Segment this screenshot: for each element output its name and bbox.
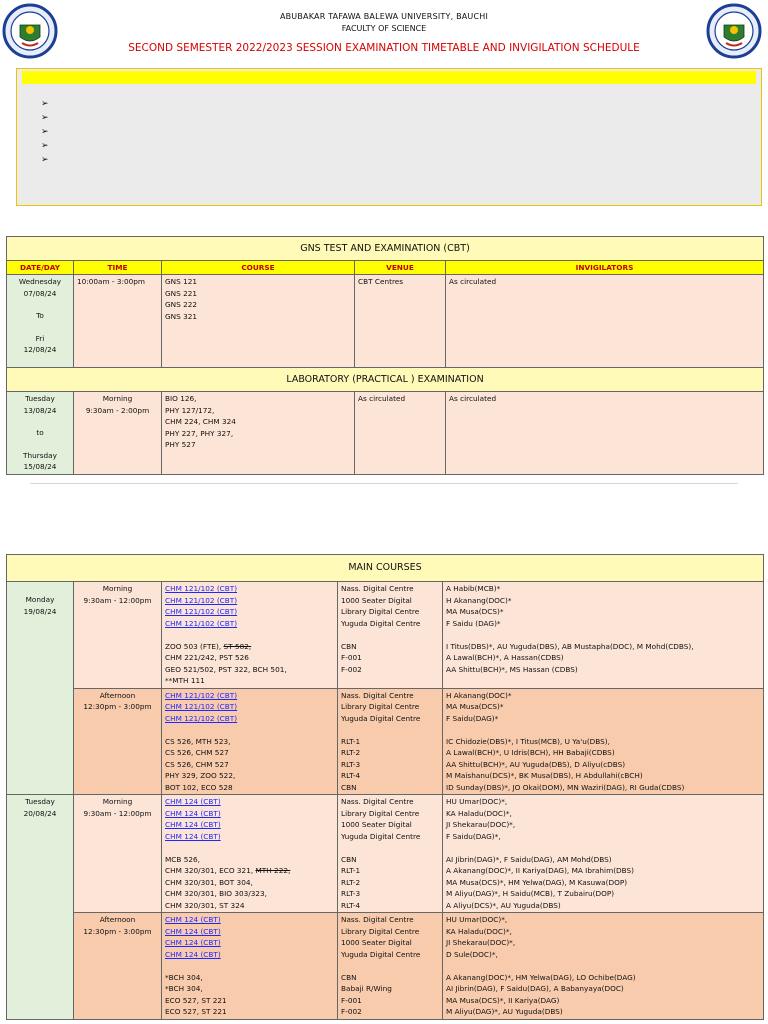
- venue-line: 1000 Seater Digital: [341, 595, 412, 605]
- time-line: Morning: [102, 584, 133, 593]
- venue-line: Yuguda Digital Centre: [341, 949, 421, 959]
- course-line: [165, 641, 334, 653]
- course-line: ECO 527, ST 221: [165, 1007, 227, 1016]
- main-section-title: MAIN COURSES: [7, 555, 764, 582]
- invigilator-line: I Titus(DBS)*, AU Yuguda(DBS), AB Mustapha(DOC), M Mohd(CDBS),: [446, 641, 694, 651]
- course-line: CHM 320/301, BIO 303/323,: [165, 889, 268, 898]
- invigilator-line: H Akanang(DOC)*: [446, 690, 512, 700]
- notice-bullet: ➢: [41, 113, 49, 123]
- invigilator-line: F Saidu (DAG)*: [446, 618, 501, 628]
- course-line: CHM 221/242, PST 526: [165, 653, 249, 662]
- course-text: CHM 320/301, ECO 321,: [165, 866, 254, 875]
- cbt-course: CHM 121/102 (CBT): [165, 584, 238, 593]
- course-line: BOT 102, ECO 528: [165, 782, 233, 792]
- course-line: MCB 526,: [165, 854, 200, 864]
- course-line: *BCH 304,: [165, 972, 203, 982]
- cbt-course: CHM 121/102 (CBT): [165, 702, 238, 711]
- venue-line: RLT-3: [341, 759, 361, 769]
- course-line: PHY 127/172,: [165, 405, 215, 415]
- course-line: CS 526, CHM 527: [165, 748, 229, 757]
- venue-line: RLT-2: [341, 877, 361, 887]
- cbt-course: CHM 124 (CBT): [165, 938, 221, 947]
- course-line: CHM 224, CHM 324: [165, 417, 236, 426]
- time-line: Afternoon: [99, 915, 136, 924]
- struck-course: ST 582,: [223, 641, 252, 651]
- cbt-course: CHM 121/102 (CBT): [165, 618, 238, 628]
- course-line: PHY 329, ZOO 522,: [165, 771, 236, 780]
- date-line: Tuesday: [25, 797, 55, 806]
- course-line: GNS 121: [165, 277, 197, 286]
- tuesday-morning-venues: [338, 795, 443, 913]
- monday-afternoon-venues: [338, 688, 443, 795]
- venue-line: CBN: [341, 782, 357, 792]
- cbt-course: CHM 124 (CBT): [165, 949, 221, 959]
- course-line: CHM 320/301, ST 324: [165, 900, 245, 910]
- invigilator-line: KA Haladu(DOC)*,: [446, 926, 512, 936]
- course-line: GNS 222: [165, 300, 197, 309]
- course-line: GNS 321: [165, 311, 197, 321]
- course-line: **MTH 111: [165, 676, 205, 685]
- cbt-course: CHM 124 (CBT): [165, 926, 221, 936]
- page-title: SECOND SEMESTER 2022/2023 SESSION EXAMINATION TIMETABLE AND INVIGILATION SCHEDULE: [128, 42, 640, 54]
- venue-line: Library Digital Centre: [341, 702, 420, 711]
- university-name: ABUBAKAR TAFAWA BALEWA UNIVERSITY, BAUCHI: [279, 12, 489, 21]
- invigilator-line: IC Chidozie(DBS)*, I Titus(MCB), U Ya'u(DBS),: [446, 736, 610, 746]
- venue-line: 1000 Seater Digital: [341, 820, 412, 829]
- venue-line: RLT-1: [341, 736, 361, 746]
- tuesday-afternoon-time: [74, 913, 162, 1020]
- column-header-date: DATE/DAY: [7, 261, 74, 275]
- course-line: GEO 521/502, PST 322, BCH 501,: [165, 664, 287, 674]
- gns-date-cell: [7, 275, 74, 368]
- date-line: to: [36, 428, 44, 437]
- cbt-course: CHM 121/102 (CBT): [165, 595, 238, 605]
- monday-morning-courses: [162, 582, 338, 689]
- date-line: 20/08/24: [23, 808, 57, 818]
- venue-line: Nass. Digital Centre: [341, 915, 414, 924]
- date-line: Tuesday: [25, 394, 55, 403]
- venue-line: F-002: [341, 664, 362, 674]
- course-line: [165, 865, 334, 877]
- venue-line: Nass. Digital Centre: [341, 690, 414, 700]
- invigilator-line: AA Shittu(BCH)*, MS Hassan (CDBS): [446, 664, 578, 674]
- date-line: 07/08/24: [23, 288, 57, 298]
- lab-time-cell: [74, 392, 162, 475]
- invigilator-line: D Sule(DOC)*,: [446, 949, 498, 959]
- tuesday-afternoon-venues: [338, 913, 443, 1020]
- notice-bullet: ➢: [41, 155, 49, 165]
- time-line: Afternoon: [99, 690, 136, 700]
- invigilator-line: M Aliyu(DAG)*, H Saidu(MCB), T Zubairu(DOP): [446, 889, 615, 898]
- venue-line: Library Digital Centre: [341, 607, 420, 616]
- gns-invigilators-cell: As circulated: [446, 275, 764, 368]
- venue-line: CBN: [341, 972, 357, 982]
- venue-line: Nass. Digital Centre: [341, 797, 414, 806]
- invigilator-line: AI Jibrin(DAG), F Saidu(DAG), A Babanyaya(DOC): [446, 984, 624, 993]
- venue-line: CBN: [341, 641, 357, 651]
- invigilator-line: HU Umar(DOC)*,: [446, 915, 508, 924]
- cbt-course: CHM 124 (CBT): [165, 831, 221, 841]
- invigilator-line: JI Shekarau(DOC)*,: [446, 820, 516, 829]
- invigilator-line: AA Shittu(BCH)*, AU Yuguda(DBS), D Aliyu(cDBS): [446, 759, 626, 769]
- course-line: CS 526, CHM 527: [165, 759, 229, 769]
- invigilator-line: ID Sunday(DBS)*, JO Okai(DOM), MN Waziri(DAG), RI Guda(CDBS): [446, 782, 685, 792]
- gns-time-cell: 10:00am - 3:00pm: [74, 275, 162, 368]
- tuesday-morning-invigilators: [443, 795, 764, 913]
- tuesday-morning-time: [74, 795, 162, 913]
- course-line: GNS 221: [165, 288, 197, 298]
- venue-line: RLT-3: [341, 889, 361, 898]
- invigilator-line: A Lawal(BCH)*, U Idris(BCH), HH Babaji(CDBS): [446, 748, 615, 757]
- lab-section-title: LABORATORY (PRACTICAL ) EXAMINATION: [7, 368, 764, 392]
- venue-line: Library Digital Centre: [341, 808, 420, 818]
- course-line: PHY 527: [165, 440, 196, 449]
- date-line: Fri: [35, 333, 45, 343]
- invigilator-line: MA Musa(DCS)*: [446, 607, 504, 616]
- venue-line: RLT-1: [341, 866, 361, 875]
- faculty-name: FACULTY OF SCIENCE: [341, 24, 427, 33]
- invigilator-line: KA Haladu(DOC)*,: [446, 808, 512, 818]
- venue-line: Babaji R/Wing: [341, 984, 392, 993]
- invigilator-line: MA Musa(DCS)*, HM Yelwa(DAG), M Kasuwa(DOP): [446, 877, 628, 887]
- monday-afternoon-courses: [162, 688, 338, 795]
- cbt-course: CHM 124 (CBT): [165, 797, 221, 806]
- cbt-course: CHM 121/102 (CBT): [165, 713, 238, 723]
- cbt-course: CHM 124 (CBT): [165, 915, 221, 924]
- monday-date-cell: [7, 582, 74, 795]
- monday-afternoon-time: [74, 688, 162, 795]
- date-line: 15/08/24: [23, 462, 57, 471]
- lab-venue-cell: As circulated: [355, 392, 446, 475]
- cbt-course: CHM 124 (CBT): [165, 820, 221, 829]
- lab-course-cell: [162, 392, 355, 475]
- venue-line: RLT-2: [341, 748, 361, 757]
- course-line: CS 526, MTH 523,: [165, 736, 231, 746]
- invigilator-line: A Lawal(BCH)*, A Hassan(CDBS): [446, 653, 564, 662]
- cbt-course: CHM 121/102 (CBT): [165, 607, 238, 616]
- time-line: 9:30am - 12:00pm: [83, 595, 152, 605]
- course-text: ZOO 503 (FTE),: [165, 641, 222, 651]
- venue-line: F-002: [341, 1007, 362, 1016]
- notice-bullet: ➢: [41, 99, 49, 109]
- page-divider: [30, 483, 738, 484]
- date-line: 13/08/24: [23, 405, 57, 415]
- notice-box: [16, 68, 762, 206]
- tuesday-morning-courses: [162, 795, 338, 913]
- time-line: Morning: [102, 797, 133, 806]
- monday-afternoon-invigilators: [443, 688, 764, 795]
- venue-line: Yuguda Digital Centre: [341, 831, 421, 841]
- invigilator-line: M Maishanu(DCS)*, BK Musa(DBS), H Abdullahi(cBCH): [446, 771, 643, 780]
- invigilator-line: A Habib(MCB)*: [446, 584, 501, 593]
- gns-lab-table: [6, 236, 764, 475]
- invigilator-line: JI Shekarau(DOC)*,: [446, 938, 516, 947]
- date-line: Monday: [25, 595, 55, 604]
- notice-bullet: ➢: [41, 141, 49, 151]
- cbt-course: CHM 121/102 (CBT): [165, 690, 238, 700]
- lab-date-cell: [7, 392, 74, 475]
- invigilator-line: A Akanang(DOC)*, HM Yelwa(DAG), LO Ochibe(DAG): [446, 972, 636, 982]
- date-line: 19/08/24: [23, 606, 57, 616]
- course-line: *BCH 304,: [165, 984, 203, 993]
- venue-line: Library Digital Centre: [341, 926, 420, 936]
- invigilator-line: A Akanang(DOC)*, II Kariya(DAG), MA Ibrahim(DBS): [446, 866, 635, 875]
- time-line: 9:30am - 2:00pm: [85, 405, 150, 415]
- venue-line: Yuguda Digital Centre: [341, 713, 421, 723]
- column-header-time: TIME: [74, 261, 162, 275]
- cbt-course: CHM 124 (CBT): [165, 808, 221, 818]
- course-line: BIO 126,: [165, 394, 197, 403]
- invigilator-line: M Aliyu(DAG)*, AU Yuguda(DBS): [446, 1007, 563, 1016]
- main-courses-table: [6, 554, 764, 1020]
- time-line: 9:30am - 12:00pm: [83, 808, 152, 818]
- column-header-course: COURSE: [162, 261, 355, 275]
- venue-line: Yuguda Digital Centre: [341, 618, 421, 628]
- monday-morning-venues: [338, 582, 443, 689]
- lab-invigilators-cell: As circulated: [446, 392, 764, 475]
- invigilator-line: HU Umar(DOC)*,: [446, 797, 508, 806]
- tuesday-afternoon-invigilators: [443, 913, 764, 1020]
- course-line: PHY 227, PHY 327,: [165, 428, 234, 438]
- venue-line: F-001: [341, 653, 362, 662]
- time-line: 12:30pm - 3:00pm: [83, 702, 152, 711]
- date-line: 12/08/24: [23, 345, 57, 354]
- invigilator-line: MA Musa(DCS)*: [446, 702, 504, 711]
- date-line: Thursday: [23, 450, 57, 460]
- date-line: Wednesday: [18, 277, 62, 286]
- notice-bullet: ➢: [41, 127, 49, 137]
- invigilator-line: A Aliyu(DCS)*, AU Yuguda(DBS): [446, 900, 561, 910]
- venue-line: RLT-4: [341, 771, 361, 780]
- course-line: ECO 527, ST 221: [165, 995, 227, 1005]
- tuesday-afternoon-courses: [162, 913, 338, 1020]
- notice-highlight-bar: [22, 71, 756, 84]
- time-line: 12:30pm - 3:00pm: [83, 926, 152, 936]
- gns-venue-cell: CBT Centres: [355, 275, 446, 368]
- course-line: CHM 320/301, BOT 304,: [165, 877, 253, 887]
- invigilator-line: F Saidu(DAG)*,: [446, 831, 501, 841]
- venue-line: 1000 Seater Digital: [341, 938, 412, 947]
- monday-morning-time: [74, 582, 162, 689]
- gns-course-cell: [162, 275, 355, 368]
- invigilator-line: H Akanang(DOC)*: [446, 595, 512, 605]
- venue-line: F-001: [341, 995, 362, 1005]
- gns-section-title: GNS TEST AND EXAMINATION (CBT): [7, 237, 764, 261]
- struck-course: MTH 222,: [255, 866, 291, 875]
- venue-line: CBN: [341, 854, 357, 864]
- invigilator-line: F Saidu(DAG)*: [446, 713, 499, 723]
- venue-line: Nass. Digital Centre: [341, 584, 414, 593]
- date-line: To: [36, 311, 44, 320]
- column-header-venue: VENUE: [355, 261, 446, 275]
- invigilator-line: MA Musa(DCS)*, II Kariya(DAG): [446, 995, 560, 1005]
- column-header-invigilators: INVIGILATORS: [446, 261, 764, 275]
- invigilator-line: AI Jibrin(DAG)*, F Saidu(DAG), AM Mohd(DBS): [446, 854, 612, 864]
- venue-line: RLT-4: [341, 900, 361, 910]
- time-line: Morning: [102, 394, 133, 403]
- tuesday-date-cell: [7, 795, 74, 1020]
- monday-morning-invigilators: [443, 582, 764, 689]
